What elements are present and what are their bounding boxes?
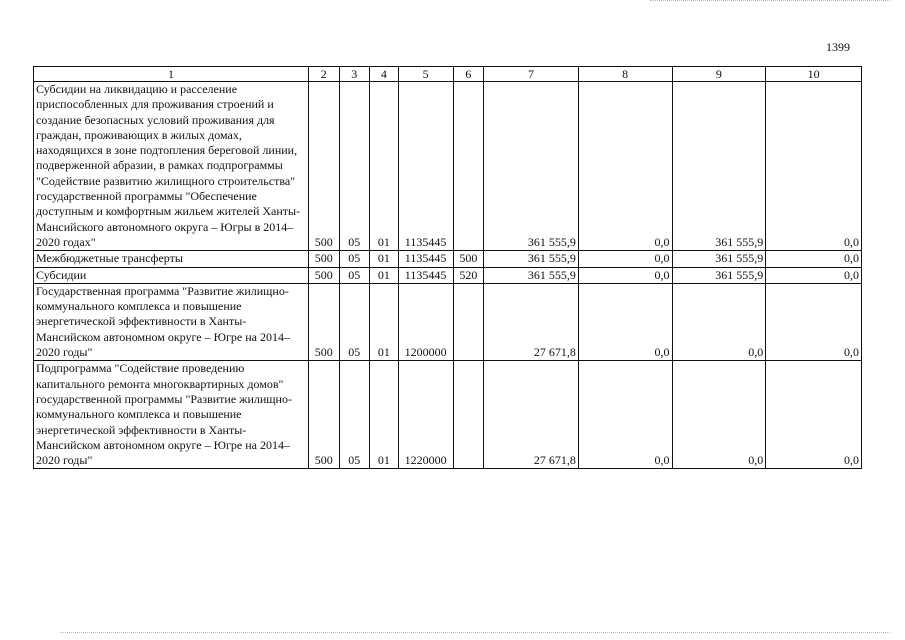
cell-c7: 27 671,8: [484, 361, 579, 469]
table-header-row: [34, 67, 862, 82]
cell-c8: 0,0: [578, 251, 672, 267]
cell-c4: 01: [370, 361, 399, 469]
table-row: [34, 251, 862, 267]
header-cell: 3: [339, 67, 370, 82]
cell-c5: 1135445: [398, 82, 453, 251]
header-cell: 1: [34, 67, 309, 82]
row-name: Межбюджетные трансферты: [34, 251, 309, 267]
scan-artifact-top: [650, 0, 890, 2]
cell-c2: 500: [308, 267, 339, 283]
cell-c6: 500: [453, 251, 484, 267]
cell-c3: 05: [339, 251, 370, 267]
table-row: [34, 283, 862, 360]
cell-c10: 0,0: [766, 283, 862, 360]
cell-c7: 361 555,9: [484, 82, 579, 251]
header-cell: 6: [453, 67, 484, 82]
table-row: [34, 361, 862, 469]
budget-table: [33, 66, 862, 469]
cell-c6: 520: [453, 267, 484, 283]
cell-c8: 0,0: [578, 283, 672, 360]
cell-c6: [453, 283, 484, 360]
cell-c9: 0,0: [672, 361, 766, 469]
scan-artifact-bottom: [60, 632, 890, 634]
header-cell: 10: [766, 67, 862, 82]
header-cell: 5: [398, 67, 453, 82]
table-row: [34, 82, 862, 251]
row-name: Субсидии на ликвидацию и расселение приспособленных для проживания строений и создание безопасных условий проживания для граждан, проживающих в жилых домах, находящихся в зоне подтопления береговой линии, подверженной абразии, в рамках подпрограммы "Содействие развитию жилищного строительства" государственной программы "Обеспечение доступным и комфортным жильем жителей Ханты-Мансийского автономного округа – Югры в 2014–2020 годах": [34, 82, 309, 251]
cell-c5: 1220000: [398, 361, 453, 469]
cell-c10: 0,0: [766, 267, 862, 283]
cell-c7: 27 671,8: [484, 283, 579, 360]
cell-c6: [453, 82, 484, 251]
table-row: [34, 267, 862, 283]
cell-c10: 0,0: [766, 82, 862, 251]
cell-c5: 1135445: [398, 251, 453, 267]
cell-c3: 05: [339, 361, 370, 469]
cell-c4: 01: [370, 267, 399, 283]
cell-c3: 05: [339, 267, 370, 283]
cell-c3: 05: [339, 82, 370, 251]
row-name: Субсидии: [34, 267, 309, 283]
header-cell: 9: [672, 67, 766, 82]
cell-c5: 1200000: [398, 283, 453, 360]
header-cell: 4: [370, 67, 399, 82]
cell-c2: 500: [308, 361, 339, 469]
cell-c4: 01: [370, 283, 399, 360]
header-cell: 8: [578, 67, 672, 82]
cell-c8: 0,0: [578, 267, 672, 283]
cell-c10: 0,0: [766, 361, 862, 469]
cell-c2: 500: [308, 283, 339, 360]
cell-c2: 500: [308, 251, 339, 267]
cell-c5: 1135445: [398, 267, 453, 283]
row-name: Подпрограмма "Содействие проведению капитального ремонта многоквартирных домов" государственной программы "Развитие жилищно-коммунального комплекса и повышение энергетической эффективности в Ханты-Мансийском автономном округе – Югре на 2014–2020 годы": [34, 361, 309, 469]
cell-c9: 0,0: [672, 283, 766, 360]
cell-c2: 500: [308, 82, 339, 251]
cell-c9: 361 555,9: [672, 82, 766, 251]
cell-c9: 361 555,9: [672, 251, 766, 267]
header-cell: 2: [308, 67, 339, 82]
cell-c3: 05: [339, 283, 370, 360]
cell-c6: [453, 361, 484, 469]
cell-c8: 0,0: [578, 361, 672, 469]
cell-c4: 01: [370, 251, 399, 267]
cell-c9: 361 555,9: [672, 267, 766, 283]
page-number: 1399: [826, 40, 850, 54]
cell-c7: 361 555,9: [484, 251, 579, 267]
cell-c8: 0,0: [578, 82, 672, 251]
header-cell: 7: [484, 67, 579, 82]
cell-c4: 01: [370, 82, 399, 251]
row-name: Государственная программа "Развитие жилищно-коммунального комплекса и повышение энергетической эффективности в Ханты-Мансийском автономном округе – Югре на 2014–2020 годы": [34, 283, 309, 360]
cell-c7: 361 555,9: [484, 267, 579, 283]
cell-c10: 0,0: [766, 251, 862, 267]
